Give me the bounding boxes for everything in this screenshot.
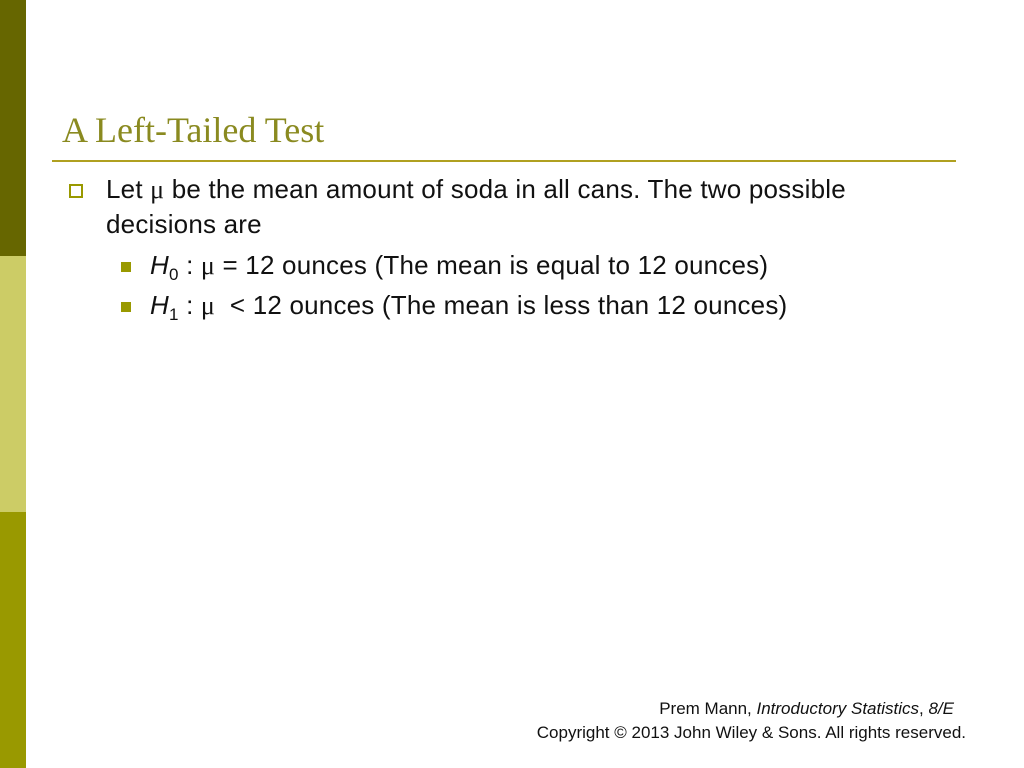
hypothesis-letter: H	[150, 250, 169, 280]
filled-square-bullet-icon	[121, 262, 131, 272]
hypothesis-letter: H	[150, 290, 169, 320]
filled-square-bullet-icon	[121, 302, 131, 312]
footer	[537, 697, 966, 745]
hypothesis-statement: < 12 ounces (The mean is less than 12 ounces)	[215, 290, 788, 320]
hypothesis-subscript: 0	[168, 265, 179, 284]
footer-comma: ,	[919, 699, 929, 718]
bullet-text-main	[106, 172, 936, 241]
hypothesis-label	[150, 250, 179, 284]
footer-copyright: Copyright © 2013 John Wiley & Sons. All rights reserved.	[536, 723, 966, 742]
alternative-hypothesis	[150, 288, 787, 332]
slide-title: A Left-Tailed Test	[62, 110, 325, 150]
hypothesis-label	[150, 290, 179, 324]
mu-symbol: μ	[200, 251, 216, 280]
hypothesis-subscript: 1	[168, 305, 179, 324]
hypothesis-statement: = 12 ounces (The mean is equal to 12 ounces)	[215, 250, 769, 280]
footer-author: Prem Mann,	[659, 699, 757, 718]
bullet-text-before-mu: Let	[106, 174, 151, 204]
hypothesis-separator: :	[178, 290, 201, 320]
hypothesis-separator: :	[178, 250, 201, 280]
stripe-bottom	[0, 512, 26, 768]
mu-symbol: μ	[150, 175, 165, 204]
title-divider	[52, 160, 956, 162]
footer-citation	[537, 697, 966, 721]
footer-edition: 8/E	[928, 699, 954, 718]
null-hypothesis	[150, 248, 768, 292]
bullet-text-after-mu: be the mean amount of soda in all cans. The two possible decisions are	[106, 174, 846, 239]
mu-symbol: μ	[200, 291, 216, 320]
footer-book-title: Introductory Statistics	[756, 699, 920, 718]
stripe-middle	[0, 256, 26, 512]
hollow-square-bullet-icon	[69, 184, 83, 198]
stripe-top	[0, 0, 26, 256]
